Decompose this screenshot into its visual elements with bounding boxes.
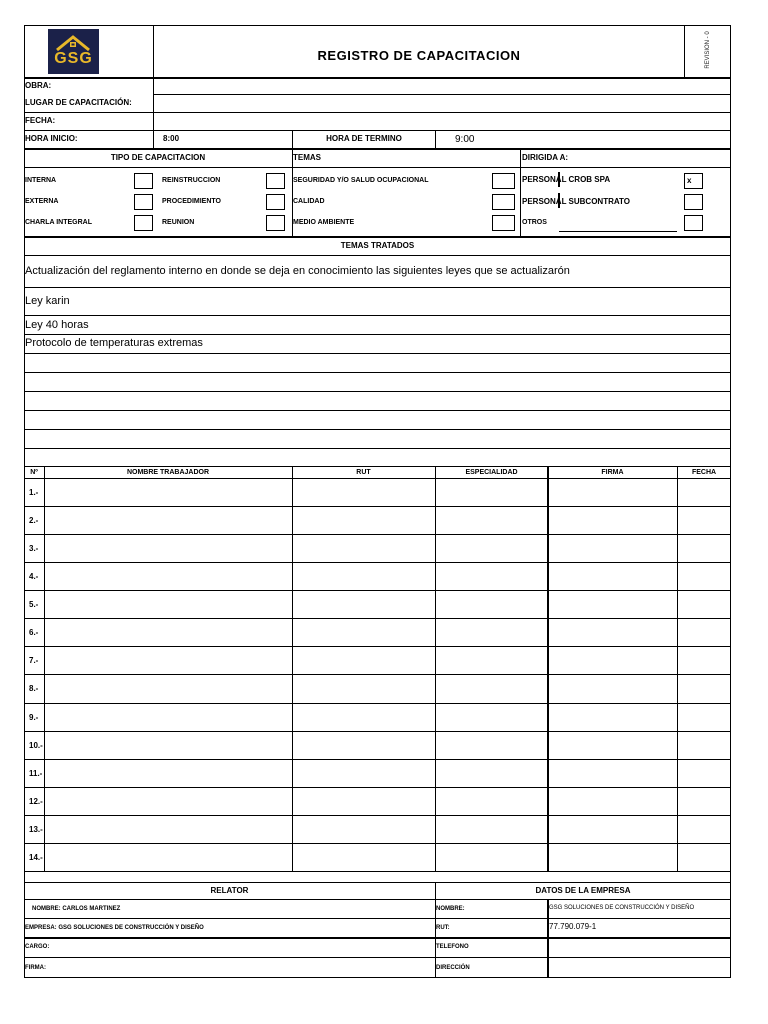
col-numero: Nº <box>30 469 38 476</box>
table-row-number: 14.- <box>29 852 43 862</box>
table-row-divider <box>24 843 731 844</box>
tipo-externa-checkbox[interactable] <box>134 194 153 210</box>
dirigida-header: DIRIGIDA A: <box>522 153 569 162</box>
revision-label: REVISION - 0 <box>705 31 711 69</box>
col-rut: RUT <box>356 469 371 476</box>
temas-medio-ambiente-checkbox[interactable] <box>492 215 515 231</box>
table-row-divider <box>24 534 731 535</box>
otros-underline[interactable] <box>559 231 677 232</box>
dirigida-subcontrato-label: PERSONAL SUBCONTRATO <box>522 197 631 206</box>
tipo-charla-checkbox[interactable] <box>134 215 153 231</box>
table-row-divider <box>24 759 731 760</box>
obra-label: OBRA: <box>25 81 52 90</box>
table-row-divider <box>24 703 731 704</box>
dirigida-otros-checkbox[interactable] <box>684 215 703 231</box>
table-row-number: 11.- <box>29 768 43 778</box>
empresa-header: DATOS DE LA EMPRESA <box>535 886 631 895</box>
hora-inicio-value: 8:00 <box>163 134 180 143</box>
table-row-number: 9.- <box>29 712 39 722</box>
relator-firma: FIRMA: <box>25 965 46 971</box>
dirigida-subcontrato-checkbox[interactable] <box>684 194 703 210</box>
table-row-divider <box>24 674 731 675</box>
relator-cargo: CARGO: <box>25 944 50 950</box>
temas-medio-ambiente-label: MEDIO AMBIENTE <box>293 219 355 226</box>
temas-seguridad-label: SEGURIDAD Y/O SALUD OCUPACIONAL <box>293 177 429 184</box>
tipo-externa-label: EXTERNA <box>25 198 59 205</box>
temas-calidad-label: CALIDAD <box>293 198 325 205</box>
dirigida-otros-label: OTROS <box>522 219 547 226</box>
table-row-number: 13.- <box>29 824 43 834</box>
dirigida-crob-checkbox[interactable]: x <box>684 173 703 189</box>
relator-nombre: NOMBRE: CARLOS MARTINEZ <box>32 906 121 912</box>
tipo-reunion-checkbox[interactable] <box>266 215 285 231</box>
col-nombre: NOMBRE TRABAJADOR <box>126 469 210 476</box>
table-row-divider <box>24 618 731 619</box>
table-row-divider <box>24 787 731 788</box>
relator-header: RELATOR <box>210 886 249 895</box>
empresa-nombre-value: GSG SOLUCIONES DE CONSTRUCCIÓN Y DISEÑO <box>549 905 695 911</box>
tipo-reinstruccion-label: REINSTRUCCION <box>162 177 221 184</box>
temas-tratados-line-1: Actualización del reglamento interno en donde se deja en conocimiento las siguientes leyes que se actualizarón <box>25 265 570 277</box>
relator-empresa: EMPRESA: GSG SOLUCIONES DE CONSTRUCCIÓN Y DISEÑO <box>25 925 204 931</box>
page-title: REGISTRO DE CAPACITACION <box>317 48 521 63</box>
temas-header: TEMAS <box>293 153 321 162</box>
table-row-number: 4.- <box>29 572 39 582</box>
table-row-divider <box>24 815 731 816</box>
table-row-number: 6.- <box>29 628 39 638</box>
table-row-number: 1.- <box>29 488 39 497</box>
table-row-divider <box>24 731 731 732</box>
temas-tratados-header: TEMAS TRATADOS <box>340 241 415 250</box>
tipo-charla-label: CHARLA INTEGRAL <box>25 219 93 226</box>
hora-termino-value: 9:00 <box>455 134 475 145</box>
col-especialidad: ESPECIALIDAD <box>465 469 518 476</box>
tipo-interna-label: INTERNA <box>25 177 57 184</box>
hora-inicio-label: HORA INICIO: <box>25 134 78 143</box>
temas-tratados-line-3: Ley 40 horas <box>25 319 89 331</box>
dirigida-crob-label: PERSONAL CROB SPA <box>522 175 611 184</box>
lugar-label: LUGAR DE CAPACITACIÓN: <box>25 98 132 107</box>
table-row-divider <box>24 562 731 563</box>
temas-tratados-line-2: Ley karin <box>25 295 70 307</box>
table-row-divider <box>24 590 731 591</box>
tipo-header: TIPO DE CAPACITACION <box>110 153 206 162</box>
empresa-rut-label: RUT: <box>436 925 450 931</box>
temas-seguridad-checkbox[interactable] <box>492 173 515 189</box>
table-row-number: 8.- <box>29 684 39 694</box>
col-firma: FIRMA <box>601 469 624 476</box>
tipo-reunion-label: REUNION <box>162 219 195 226</box>
table-row-divider <box>24 506 731 507</box>
tipo-reinstruccion-checkbox[interactable] <box>266 173 285 189</box>
empresa-direccion-label: DIRECCIÓN <box>436 965 470 971</box>
table-row-number: 10.- <box>29 740 43 750</box>
table-row-number: 2.- <box>29 516 39 526</box>
tipo-interna-checkbox[interactable] <box>134 173 153 189</box>
table-row-divider <box>24 646 731 647</box>
table-row-number: 12.- <box>29 796 43 806</box>
temas-calidad-checkbox[interactable] <box>492 194 515 210</box>
tipo-procedimiento-label: PROCEDIMIENTO <box>162 198 221 205</box>
hora-termino-label: HORA DE TERMINO <box>326 134 402 143</box>
empresa-telefono-label: TELEFONO <box>436 944 469 950</box>
table-row-number: 3.- <box>29 544 39 554</box>
tipo-procedimiento-checkbox[interactable] <box>266 194 285 210</box>
empresa-rut-value: 77.790.079-1 <box>549 922 597 931</box>
temas-tratados-line-4: Protocolo de temperaturas extremas <box>25 337 203 349</box>
table-row-number: 7.- <box>29 656 39 666</box>
fecha-label: FECHA: <box>25 116 56 125</box>
empresa-nombre-label: NOMBRE: <box>436 906 465 912</box>
table-row-number: 5.- <box>29 600 39 610</box>
logo-text: GSG <box>54 50 93 67</box>
company-logo <box>48 29 99 74</box>
col-fecha: FECHA <box>691 469 717 476</box>
